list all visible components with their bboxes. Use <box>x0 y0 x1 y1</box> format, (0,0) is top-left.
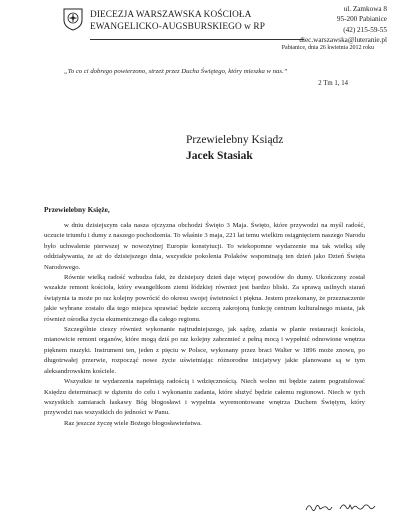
scripture-quote: „To co ci dobrego powierzono, strzeż przez Ducha Świętego, który mieszka w nas.” <box>64 68 288 75</box>
letterhead-rule <box>90 39 304 40</box>
signature <box>304 500 378 514</box>
salutation: Przewielebny Księże, <box>44 205 110 214</box>
paragraph-2: Równie wielką radość wzbudza fakt, że dzisiejszy dzień daje więcej powodów do dumy. Ukończony został wszakże remont kościoła, który ewangelikom ziemi łódzkiej również jest bardzo bliski. Za sprawą usilnych starań świątynia ta może po raz kolejny powrócić do okresu swojej świetności i piękna. Jestem przekonany, że przeznaczenie jakie wybrane zostało dla tego miejsca sprawiać będzie szczerą zakrojoną funkcję centrum kulturalnego miasta, jak również ośrodka życia ekumenicznego dla całego regionu. <box>44 274 365 323</box>
paragraph-3: Szczególnie cieszy również wykonanie najtrudniejszego, jak sądzę, zdania w planie restauracji kościoła, mianowicie remont organów, które mogą dziś po raz kolejny zabrzmieć z pełną mocą i wypełnić odnowione wnętrza pięknem muzyki. Instrument ten, jeden z pięciu w Polsce, wykonany przez braci Walter w 1896 może znowu, po długotrwałej przerwie, rozpocząć nowe życie uświetniając różnorodne inicjatywy jakie planowane są w tym aleksandrowskim kościele. <box>44 326 365 375</box>
address-phone: (42) 215-59-55 <box>343 25 387 34</box>
organization-name <box>90 10 265 33</box>
church-crest-logo <box>62 7 84 31</box>
address-city: 95-200 Pabianice <box>336 15 387 24</box>
recipient-title: Przewielebny Ksiądz <box>186 134 284 146</box>
letter-body <box>44 221 365 429</box>
org-line-1: DIECEZJA WARSZAWSKA KOŚCIOŁA <box>90 10 252 20</box>
paragraph-5: Raz jeszcze życzę wiele Bożego błogosławieństwa. <box>64 419 202 427</box>
address-email: diec.warszawska@luteranie.pl <box>299 35 387 44</box>
org-line-2: EWANGELICKO-AUGSBURSKIEGO w RP <box>90 21 265 32</box>
address-street: ul. Zamkowa 8 <box>343 5 387 13</box>
letter-date: Pabianice, dnia 26 kwietnia 2012 roku <box>281 45 374 51</box>
scripture-reference: 2 Tm 1, 14 <box>318 80 348 87</box>
paragraph-4: Wszystkie te wydarzenia napełniają radością i wdzięcznością. Niech wolno mi będzie zatem pogratulować Księdzu determinacji w dążeniu do celu i wykonaniu zadania, które służyć będzie całemu regionowi. Niech w tych wszystkich zamiarach łaskawy Bóg błogosławi i wypełnia wyremontowane wnętrza Duchem Świętym, który przywodzi nas wszystkich do jedności w Panu. <box>44 378 365 417</box>
paragraph-1: w dniu dzisiejszym cała nasza ojczyzna obchodzi Święto 3 Maja. Święto, które przywodzi na myśl radość, uczucie triumfu i dumy z naszego pochodzenia. To właśnie 3 maja, 221 lat temu wielkim osiągnięciem naszego Narodu było uchwalenie pierwszej w nowożytnej Europie konstytucji. To wiekopomne wydarzenie ma tak wielką siłę oddziaływania, że aż do dzisiejszego dnia, wszystkie pokolenia Polaków wspominają ten dzień jako Dzień Święta Narodowego. <box>44 222 365 271</box>
address-block <box>299 4 387 45</box>
recipient-name: Jacek Stasiak <box>186 150 253 162</box>
